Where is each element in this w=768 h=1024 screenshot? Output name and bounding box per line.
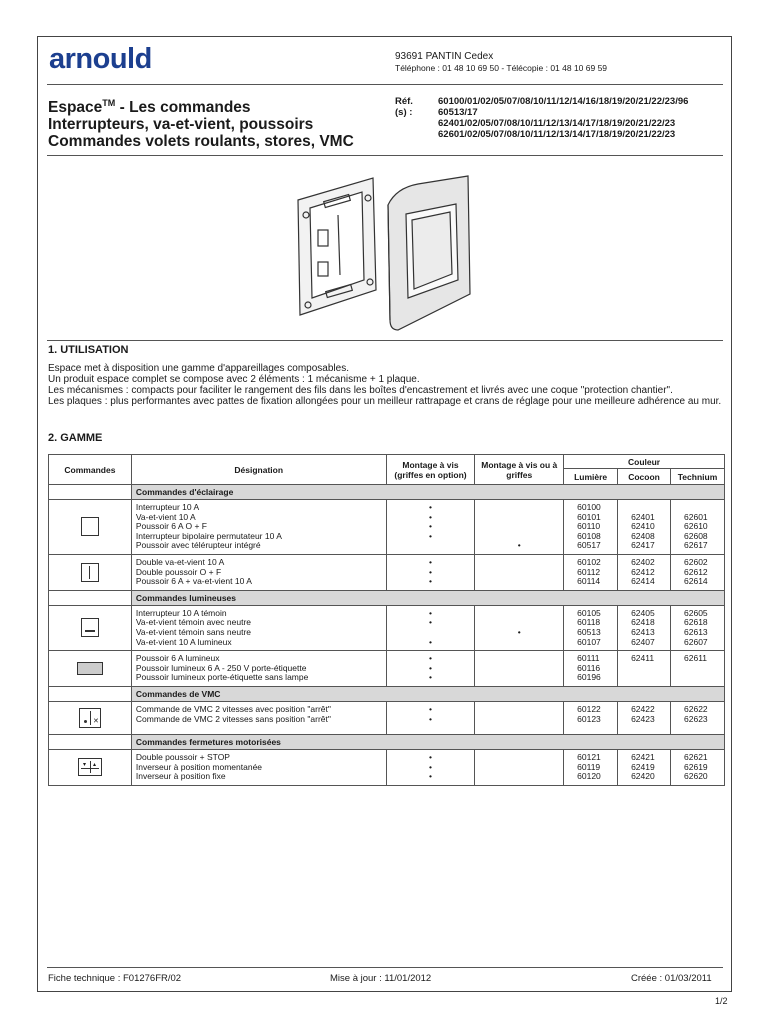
lumiere-cell — [564, 554, 618, 590]
designation-cell — [131, 500, 386, 555]
technium-cell — [671, 701, 725, 734]
technium-value: 62602 — [684, 556, 708, 567]
vis-cell — [386, 554, 475, 590]
lumiere-cell — [564, 749, 618, 785]
vis-value: • — [429, 761, 432, 772]
designation-value: Poussoir 6 A O + F — [135, 521, 207, 532]
lumiere-value: 60517 — [577, 540, 601, 551]
symbol-temoin-icon — [81, 618, 99, 637]
lumiere-value: 60121 — [577, 751, 601, 762]
header-designation: Désignation — [131, 455, 386, 485]
griffes-cell — [475, 554, 564, 590]
designation-value: Va-et-vient témoin sans neutre — [135, 626, 251, 637]
vis-value: • — [429, 607, 432, 618]
vis-value: • — [429, 566, 432, 577]
cocoon-value — [631, 664, 666, 674]
vis-value: • — [429, 713, 432, 724]
vis-value: • — [429, 771, 432, 782]
vis-value: • — [429, 521, 432, 532]
product-illustration — [288, 170, 478, 345]
technium-value: 62622 — [684, 703, 708, 714]
griffes-value — [479, 715, 559, 725]
section-gamme-heading: 2. GAMME — [48, 432, 103, 444]
header-technium: Technium — [671, 469, 725, 485]
cocoon-value: 62410 — [631, 521, 655, 532]
section1-divider — [47, 340, 723, 341]
symbol-double-icon — [81, 563, 99, 582]
header-commandes: Commandes — [49, 455, 132, 485]
technium-value: 62619 — [684, 761, 708, 772]
designation-value: Double va-et-vient 10 A — [135, 556, 225, 567]
reference-line: 62601/02/05/07/08/10/11/12/13/14/17/18/19/20/21/22/23 — [438, 129, 676, 140]
designation-value: Inverseur à position momentanée — [135, 761, 263, 772]
lumiere-value: 60114 — [577, 576, 601, 587]
cocoon-cell — [618, 749, 671, 785]
footer-fiche: Fiche technique : F01276FR/02 — [48, 973, 182, 984]
header-phone: Téléphone : 01 48 10 69 50 - Télécopie : 01 48 10 69 59 — [395, 63, 608, 73]
vis-value: • — [429, 636, 432, 647]
category-row — [49, 485, 725, 500]
technium-cell — [671, 605, 725, 650]
technium-value: 62614 — [684, 576, 708, 587]
header-lumiere: Lumière — [564, 469, 618, 485]
footer-creee: Créée : 01/03/2011 — [631, 973, 712, 984]
technium-value: 62623 — [684, 713, 708, 724]
footer-divider — [47, 967, 723, 968]
designation-value: Poussoir 6 A + va-et-vient 10 A — [135, 576, 252, 587]
lumiere-value: 60116 — [577, 662, 601, 673]
symbol-etiquette-icon — [77, 662, 103, 675]
category-row — [49, 734, 725, 749]
lumiere-value: 60102 — [577, 556, 601, 567]
designation-value: Poussoir lumineux 6 A - 250 V porte-étiquette — [135, 662, 307, 673]
griffes-value — [479, 772, 559, 782]
cocoon-value: 62401 — [631, 511, 655, 522]
technium-value: 62612 — [684, 566, 708, 577]
lumiere-value: 60119 — [577, 761, 601, 772]
cocoon-cell — [618, 701, 671, 734]
command-symbol-cell — [49, 749, 132, 785]
utilisation-paragraph: Espace met à disposition une gamme d'appareillages composables. — [48, 363, 349, 374]
vis-value: • — [429, 662, 432, 673]
vis-cell — [386, 651, 475, 687]
reference-line: 62401/02/05/07/08/10/11/12/13/14/17/18/19/20/21/22/23 — [438, 118, 676, 129]
griffes-value — [479, 577, 559, 587]
technium-value: 62607 — [684, 636, 708, 647]
category-spacer — [49, 686, 132, 701]
technium-value: 62613 — [684, 626, 708, 637]
vis-value: • — [429, 530, 432, 541]
lumiere-cell — [564, 651, 618, 687]
designation-value: Commande de VMC 2 vitesses avec position "arrêt" — [135, 703, 331, 714]
header-address: 93691 PANTIN Cedex — [395, 51, 494, 62]
cocoon-value: 62413 — [631, 626, 655, 637]
technium-value: 62601 — [684, 511, 708, 522]
utilisation-paragraph: Un produit espace complet se compose avec 2 éléments : 1 mécanisme + 1 plaque. — [48, 374, 420, 385]
category-spacer — [49, 734, 132, 749]
designation-value: Poussoir 6 A lumineux — [135, 653, 220, 664]
technium-cell — [671, 749, 725, 785]
cocoon-cell — [618, 651, 671, 687]
symbol-vmc-icon: ✕ — [79, 708, 101, 728]
designation-value: Poussoir lumineux porte-étiquette sans lampe — [135, 672, 309, 683]
category-name: Commandes de VMC — [131, 686, 724, 701]
vis-cell — [386, 500, 475, 555]
technium-cell — [671, 651, 725, 687]
header-montage-vis: Montage à vis (griffes en option) — [386, 455, 475, 485]
document-title: Espace™ - Les commandes Interrupteurs, va-et-vient, poussoirs Commandes volets roulants, stores, VMC — [48, 98, 354, 151]
griffes-cell — [475, 701, 564, 734]
griffes-value — [479, 673, 559, 683]
designation-value: Double poussoir + STOP — [135, 751, 230, 762]
reference-line: 60513/17 — [438, 107, 478, 118]
category-row — [49, 686, 725, 701]
technium-value: 62620 — [684, 771, 708, 782]
command-symbol-cell — [49, 554, 132, 590]
utilisation-paragraph: Les mécanismes : compacts pour faciliter le rangement des fils dans les boîtes d'encastrement et livrés avec une coque "protection chantier". — [48, 385, 673, 396]
lumiere-value: 60108 — [577, 530, 601, 541]
footer-mise-a-jour: Mise à jour : 11/01/2012 — [330, 973, 432, 984]
document-page — [37, 36, 732, 992]
cocoon-cell — [618, 605, 671, 650]
lumiere-cell — [564, 605, 618, 650]
table-row — [49, 651, 725, 687]
lumiere-value: 60111 — [577, 653, 600, 664]
technium-value: 62617 — [684, 540, 708, 551]
vis-value: • — [429, 751, 432, 762]
designation-value: Va-et-vient 10 A lumineux — [135, 636, 232, 647]
griffes-cell — [475, 605, 564, 650]
category-spacer — [49, 590, 132, 605]
vis-cell — [386, 749, 475, 785]
vis-cell — [386, 605, 475, 650]
header-couleur: Couleur — [564, 455, 725, 469]
designation-cell — [131, 749, 386, 785]
section-utilisation-heading: 1. UTILISATION — [48, 344, 129, 356]
designation-cell — [131, 605, 386, 650]
command-symbol-cell — [49, 651, 132, 687]
category-name: Commandes d'éclairage — [131, 485, 724, 500]
header-cocoon: Cocoon — [618, 469, 671, 485]
griffes-value: • — [517, 626, 521, 637]
vis-value — [391, 541, 471, 551]
griffes-value — [479, 638, 559, 648]
symbol-volet-icon: ▾ ▴ — [78, 758, 102, 776]
cocoon-value: 62408 — [631, 530, 655, 541]
cocoon-value: 62418 — [631, 617, 655, 628]
page-number: 1/2 — [715, 996, 728, 1006]
designation-value: Commande de VMC 2 vitesses sans position "arrêt" — [135, 713, 331, 724]
references-codes — [438, 96, 688, 140]
title-divider — [47, 155, 723, 156]
header-divider — [47, 84, 723, 85]
vis-value: • — [429, 556, 432, 567]
cocoon-value: 62419 — [631, 761, 655, 772]
technium-value: 62608 — [684, 530, 708, 541]
category-name: Commandes lumineuses — [131, 590, 724, 605]
cocoon-value: 62411 — [631, 653, 655, 664]
cover-plate — [388, 176, 470, 330]
cocoon-value: 62421 — [631, 751, 655, 762]
designation-value: Va-et-vient témoin avec neutre — [135, 617, 251, 628]
designation-value: Interrupteur 10 A témoin — [135, 607, 227, 618]
command-symbol-cell — [49, 701, 132, 734]
griffes-value: • — [517, 540, 521, 551]
header-montage-griffes: Montage à vis ou à griffes — [475, 455, 564, 485]
cocoon-value: 62422 — [631, 703, 655, 714]
designation-cell — [131, 554, 386, 590]
mechanism-frame — [298, 178, 376, 315]
vis-value: • — [429, 653, 432, 664]
symbol-single-icon — [81, 517, 99, 536]
vis-value: • — [429, 703, 432, 714]
cocoon-value: 62420 — [631, 771, 655, 782]
table-row — [49, 605, 725, 650]
gamme-table — [48, 454, 725, 786]
arnould-logo: arnould — [49, 43, 152, 75]
command-symbol-cell — [49, 500, 132, 555]
technium-value: 62621 — [684, 751, 708, 762]
lumiere-value: 60513 — [577, 626, 601, 637]
vis-value: • — [429, 617, 432, 628]
lumiere-value: 60120 — [577, 771, 601, 782]
lumiere-value: 60110 — [577, 521, 601, 532]
technium-value: 62611 — [684, 653, 708, 664]
lumiere-value: 60118 — [577, 617, 601, 628]
designation-value: Poussoir avec télérupteur intégré — [135, 540, 261, 551]
cocoon-cell — [618, 554, 671, 590]
command-symbol-cell — [49, 605, 132, 650]
lumiere-value: 60100 — [577, 502, 601, 512]
references-label: Réf.(s) : — [395, 96, 413, 118]
cocoon-value: 62417 — [631, 540, 655, 551]
cocoon-value: 62412 — [631, 566, 655, 577]
lumiere-value: 60123 — [577, 713, 601, 724]
cocoon-value: 62423 — [631, 713, 655, 724]
cocoon-value — [631, 673, 666, 683]
lumiere-cell — [564, 500, 618, 555]
technium-value: 62605 — [684, 607, 708, 618]
technium-value — [684, 673, 720, 683]
lumiere-value: 60101 — [577, 511, 601, 522]
lumiere-value: 60105 — [577, 607, 601, 618]
griffes-cell — [475, 749, 564, 785]
lumiere-value: 60112 — [577, 566, 601, 577]
designation-value: Inverseur à position fixe — [135, 771, 226, 782]
vis-value: • — [429, 511, 432, 522]
cocoon-value: 62402 — [631, 556, 655, 567]
cocoon-value: 62405 — [631, 607, 655, 618]
technium-cell — [671, 500, 725, 555]
technium-value — [684, 664, 720, 674]
designation-cell — [131, 651, 386, 687]
utilisation-text — [48, 363, 726, 407]
table-row — [49, 749, 725, 785]
table-row — [49, 554, 725, 590]
vis-cell — [386, 701, 475, 734]
designation-value: Interrupteur 10 A — [135, 502, 200, 512]
lumiere-cell — [564, 701, 618, 734]
technium-value: 62610 — [684, 521, 708, 532]
griffes-cell — [475, 651, 564, 687]
designation-value: Va-et-vient 10 A — [135, 511, 196, 522]
category-row — [49, 590, 725, 605]
designation-value: Interrupteur bipolaire permutateur 10 A — [135, 530, 282, 541]
vis-value: • — [429, 576, 432, 587]
griffes-cell — [475, 500, 564, 555]
category-spacer — [49, 485, 132, 500]
technium-cell — [671, 554, 725, 590]
cocoon-value: 62407 — [631, 636, 655, 647]
lumiere-value: 60107 — [577, 636, 601, 647]
designation-value: Double poussoir O + F — [135, 566, 222, 577]
reference-line: 60100/01/02/05/07/08/10/11/12/14/16/18/19/20/21/22/23/96 — [438, 96, 689, 107]
lumiere-value: 60196 — [577, 672, 601, 683]
technium-value: 62618 — [684, 617, 708, 628]
table-row — [49, 701, 725, 734]
designation-cell — [131, 701, 386, 734]
vis-value: • — [429, 672, 432, 683]
vis-value: • — [429, 502, 432, 512]
table-row — [49, 500, 725, 555]
category-name: Commandes fermetures motorisées — [131, 734, 724, 749]
cocoon-cell — [618, 500, 671, 555]
utilisation-paragraph: Les plaques : plus performantes avec pattes de fixation allongées pour un meilleur rattrapage et crans de réglage pour une meilleure adhérence au mur. — [48, 396, 722, 407]
cocoon-value: 62414 — [631, 576, 655, 587]
lumiere-value: 60122 — [577, 703, 601, 714]
